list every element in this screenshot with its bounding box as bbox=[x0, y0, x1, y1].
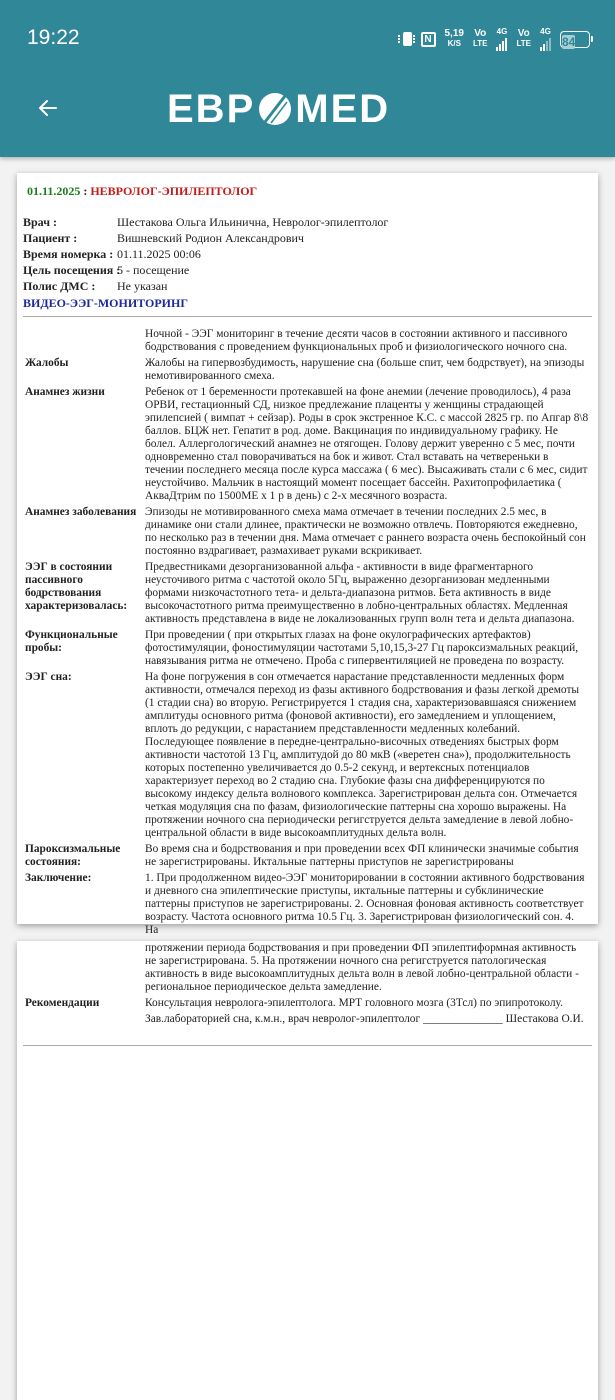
evromed-logo: ЕВР MED bbox=[167, 86, 391, 131]
report-row: Анамнез заболевания Эпизоды не мотивированного смеха мама отмечает в течении последних 2.5 мес, в динамике они стали длинее, практически не возможно отвлечь. Повторяются ежедневно, по несколько раз в течении дня. Мама отмечает с раннего возраста очень беспокойный сон постоянно вздрагивает, размахивает руками вскрикивает. bbox=[25, 506, 586, 557]
report-row: Жалобы Жалобы на гипервозбудимость, нарушение сна (больше спит, чем бодрствует), на эпизоды немотивированного смеха. bbox=[25, 357, 585, 382]
info-row-insurance: Полис ДМС : Не указан bbox=[23, 279, 168, 293]
visit-date: 01.11.2025 bbox=[27, 184, 81, 198]
section-title: ВИДЕО-ЭЭГ-МОНИТОРИНГ bbox=[23, 296, 188, 310]
sim2-volte: Vo LTE bbox=[516, 28, 531, 48]
app-header bbox=[0, 0, 615, 157]
divider bbox=[23, 316, 592, 317]
visit-info bbox=[23, 214, 388, 294]
report-table bbox=[23, 328, 592, 940]
net-speed: 5,19 K/S bbox=[444, 28, 464, 48]
report-row: протяжении периода бодрствования и при проведении ФП эпилептиформная активность не зарегистрирована. 5. На протяжении ночного сна регигструется патологическая активность в виде высокоамплитудных дельта волн в левой лобно-центральной области - региональное периодическое дельта замедление. bbox=[145, 942, 579, 993]
document-page-1 bbox=[17, 173, 598, 936]
report-row: Пароксизмальные состояния: Во время сна и бодрствования и при проведении всех ФП клинически значимые события не зарегистрированы. Иктальные паттерны приступов не зарегистрированы bbox=[25, 843, 579, 868]
status-bar bbox=[0, 24, 615, 54]
sim2-signal: 4G bbox=[540, 27, 551, 51]
info-row-patient: Пациент : Вишневский Родион Александрович bbox=[23, 231, 304, 245]
visit-header: 01.11.2025 : НЕВРОЛОГ-ЭПИЛЕПТОЛОГ bbox=[27, 184, 258, 198]
sim1-volte: Vo LTE bbox=[472, 28, 488, 48]
vibrate-icon bbox=[403, 32, 412, 46]
sim1-signal: 4G bbox=[496, 27, 507, 51]
signal-icon bbox=[496, 37, 507, 51]
logo-mark-icon bbox=[258, 92, 292, 126]
info-row-doctor: Врач : Шестакова Ольга Ильинична, Невролог-эпилептолог bbox=[23, 215, 389, 229]
report-row: ЭЭГ сна: На фоне погружения в сон отмечается нарастание представленности медленных форм активности, отмечался переход из фазы активного бодрствования и фазы легкой дремоты (1 стадии сна) во вторую. Регистрируется 1 стадия сна, характеризовавшаяся снижением амплитуды основного ритма (фоновой активности), его замедлением и уплощением, вплоть до редукции, с нарастанием представленности медленных колебаний. Последующее появление в передне-центрально-височных отведениях быстрых форм активности частотой 13 Гц, амплитудой до 80 мкВ («веретен сна»), продолжительность которых постепенно увеличивается до 0.5-2 секунд, и вертексных потенциалов характеризует переход во 2 стадию сна. Глубокие фазы сна дифференцируются по высокому индексу дельта волнового комплекса. Зарегистрирован дельта сон. Отмечается четкая модуляция сна по фазам, физиологические паттерны сна хорошо выражены. На протяжении ночного сна периодически регигструется дельта замедление в левой лобно-центральной области в виде высокоамплитудных дельта волн. bbox=[25, 671, 580, 839]
report-row: Функциональные пробы: При проведении ( при открытых глазах на фоне окулографических артефактов) фотостимуляции, фоностимуляции частотами 5,10,15,3-27 Гц пароксизмальных реакций, навязывания ритма не отмечено. Проба с гипервентиляцией не проведена по возрасту. bbox=[25, 629, 579, 667]
report-row: ЭЭГ в состоянии пассивного бодрствования характеризовалась: Предвестниками дезорганизованной альфа - активности в виде фрагментарного неусточивого ритма с частотой около 5Гц, выраженно дезорганизован медленными формами низкочастотного тета- и дельта-диапазона ритмов. Бета активность в виде высокочастотного ритма преимущественно в лобно-центральных областях. Медленная активность представлена в виде не локализованных групп волн тета и дельта диапазона. bbox=[25, 561, 575, 625]
report-row: Рекомендации Консультация невролога-эпилептолога. МРТ головного мозга (3Тсл) по эпипротоколу. bbox=[25, 997, 563, 1009]
document-page-2 bbox=[17, 941, 598, 1400]
signature-row: Зав.лабораторией сна, к.м.н., врач невролог-эпилептолог ______________ Шестакова О.И. bbox=[145, 1013, 584, 1025]
divider bbox=[23, 1045, 592, 1046]
info-row-time: Время номерка : 01.11.2025 00:06 bbox=[23, 247, 201, 261]
report-row: Заключение: 1. При продолженном видео-ЭЭГ мониторировании в состоянии активного бодрствования и дневного сна эпилептические приступы, иктальные паттерны и субклинические паттерны приступов не зарегистрированы. 2. Основная фоновая активность соответствует возрасту. Частота основного ритма 10.5 Гц. 3. Зарегистрирован физиологический сон. 4. На bbox=[25, 872, 585, 936]
report-row: Анамнез жизни Ребенок от 1 беременности протекавшей на фоне анемии (лечение проводилось), 4 раза ОРВИ, гестационный СД, низкое предлежание плаценты у женщины страдающей эпилепсией ( вимпат + сейзар). Роды в срок экстренное К.С. с массой 2825 гр. по Апгар 8\8 баллов. БЦЖ нет. Гепатит в род. доме. Вакцинация по индивидуальному графику. Не болел. Аллергологический анамнез не отягощен. Голову держит уверенно с 5 мес, почти одновременно стал поворачиваться на бок и живот. Стал вставать на четвереньки в течении последнего месяца после курса массажа ( 6 мес). Высаживать стали с 6 мес, сидит неустойчиво. Мальчик в настоящий момент посещает бассейн. Рахитопрофилаетика ( АкваДтрим по 1500МЕ х 1 р в день) с 2-х месячного возраста. bbox=[25, 386, 589, 502]
report-row: Ночной - ЭЭГ мониторинг в течение десяти часов в состоянии активного и пассивного бодрствования с проведением функциональных проб и физиологического ночного сна. bbox=[145, 328, 568, 353]
nfc-icon: N bbox=[421, 32, 436, 47]
status-icons bbox=[403, 27, 594, 51]
arrow-left-icon bbox=[36, 96, 60, 120]
visit-specialty: НЕВРОЛОГ-ЭПИЛЕПТОЛОГ bbox=[90, 184, 258, 198]
signal-icon bbox=[540, 37, 551, 51]
back-button[interactable] bbox=[36, 96, 60, 120]
report-table-continued bbox=[23, 942, 592, 1029]
battery-level: 84 bbox=[562, 34, 576, 49]
battery-icon bbox=[560, 31, 593, 48]
info-row-purpose: Цель посещения : 5 - посещение bbox=[23, 263, 190, 277]
status-time: 19:22 bbox=[27, 26, 80, 49]
